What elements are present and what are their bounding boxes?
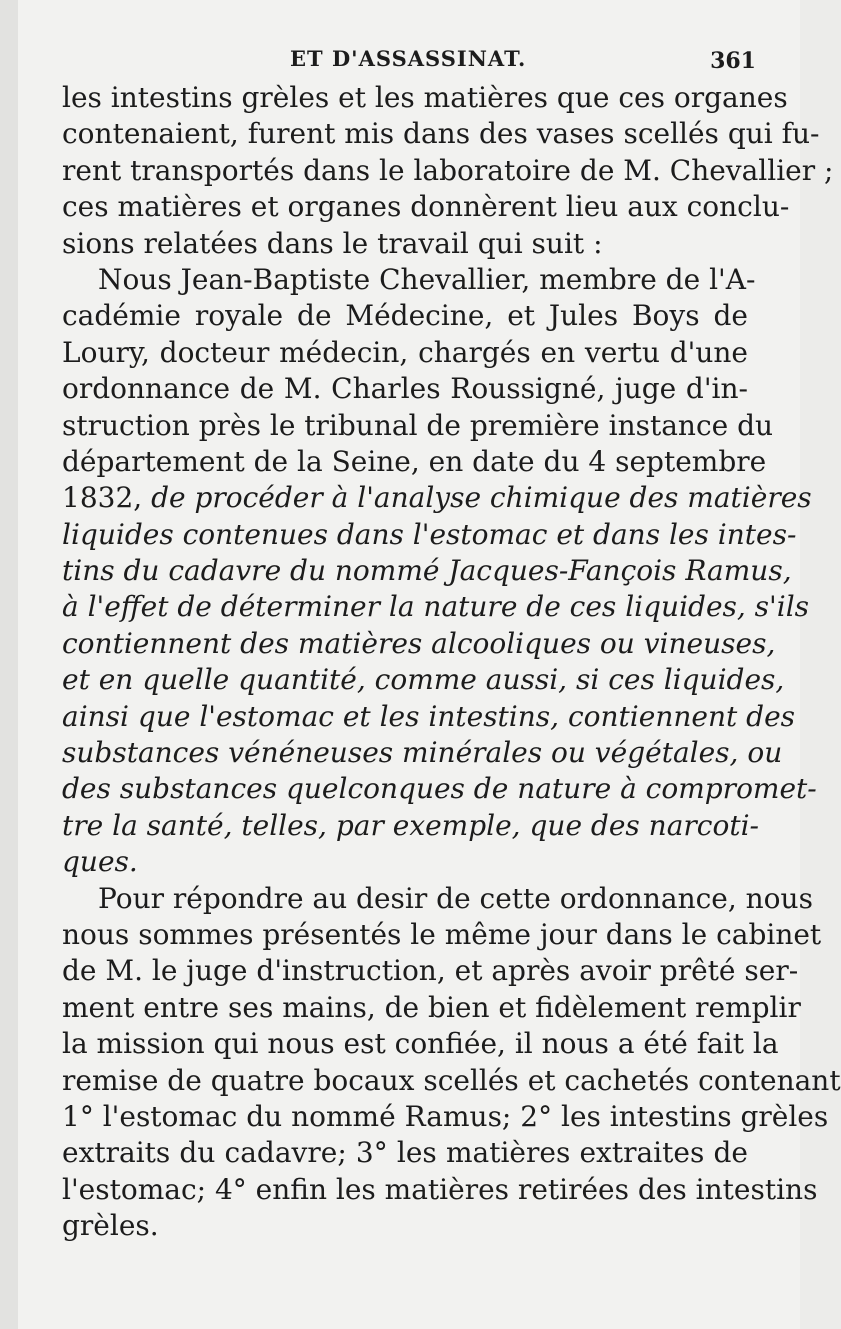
text-line — [62, 189, 790, 225]
text-line — [62, 226, 748, 262]
page-header — [60, 42, 760, 82]
line-text: remise de quatre bocaux scellés et cachetés contenant — [62, 1063, 841, 1097]
text-line — [62, 371, 748, 407]
line-text-italic: à l'effet de déterminer la nature de ces liquides, s'ils — [62, 590, 810, 624]
line-text-italic: tre la santé, telles, par exemple, que des narcoti- — [62, 808, 759, 842]
text-line — [62, 1099, 829, 1135]
line-text: 1832, — [62, 481, 152, 515]
text-line — [62, 1026, 779, 1062]
line-text: ordonnance de M. Charles Roussigné, juge d'in- — [62, 372, 748, 406]
page-body — [62, 80, 841, 1245]
line-text: Loury, docteur médecin, chargés en vertu d'une — [62, 335, 748, 369]
line-text: cadémie royale de Médecine, et Jules Boys de — [62, 299, 748, 333]
text-line — [62, 589, 810, 625]
line-text-italic: de procéder à l'analyse chimique des matières — [151, 481, 812, 515]
text-line — [62, 1063, 841, 1099]
line-text: Pour répondre au desir de cette ordonnance, nous — [98, 881, 813, 915]
running-title: ET D'ASSASSINAT. — [290, 46, 527, 71]
line-text: la mission qui nous est confiée, il nous a été fait la — [62, 1027, 779, 1061]
text-line — [62, 881, 813, 917]
line-text-italic: substances vénéneuses minérales ou végétales, ou — [62, 736, 783, 770]
text-line — [62, 298, 748, 334]
line-text: sions relatées dans le travail qui suit : — [62, 226, 603, 260]
page-number: 361 — [710, 48, 756, 74]
line-text-italic: liquides contenues dans l'estomac et dans les intes- — [62, 517, 797, 551]
line-text: struction près le tribunal de première instance du — [62, 408, 774, 442]
text-line — [62, 408, 774, 444]
line-text: extraits du cadavre; 3° les matières extraites de — [62, 1136, 748, 1170]
text-line — [62, 808, 759, 844]
line-text: 1° l'estomac du nommé Ramus; 2° les intestins grèles — [62, 1099, 829, 1133]
text-line — [62, 262, 756, 298]
paragraph — [62, 262, 817, 881]
line-text: Nous Jean-Baptiste Chevallier, membre de l'A- — [98, 262, 756, 296]
text-line — [62, 953, 799, 989]
text-line — [62, 626, 776, 662]
text-line — [62, 662, 785, 698]
line-text: département de la Seine, en date du 4 septembre — [62, 444, 767, 478]
line-text: contenaient, furent mis dans des vases scellés qui fu- — [62, 117, 820, 151]
page-spine-shadow — [0, 0, 18, 1329]
line-text: ment entre ses mains, de bien et fidèlement remplir — [62, 990, 801, 1024]
line-text: de M. le juge d'instruction, et après avoir prêté ser- — [62, 954, 799, 988]
text-line — [62, 553, 792, 589]
line-text-italic: ainsi que l'estomac et les intestins, contiennent des — [62, 699, 796, 733]
text-line — [62, 1135, 748, 1171]
text-line — [62, 990, 801, 1026]
text-line — [62, 771, 817, 807]
paragraph — [62, 881, 841, 1245]
line-text: les intestins grèles et les matières que ces organes — [62, 81, 788, 114]
text-line — [62, 153, 834, 189]
line-text-italic: et en quelle quantité, comme aussi, si ces liquides, — [62, 663, 785, 697]
text-line — [62, 517, 797, 553]
text-line — [62, 1208, 748, 1244]
text-line — [62, 844, 748, 880]
paragraph — [62, 80, 834, 262]
text-line — [62, 917, 822, 953]
line-text: ces matières et organes donnèrent lieu aux conclu- — [62, 190, 790, 224]
text-line — [62, 480, 812, 516]
line-text: grèles. — [62, 1209, 159, 1243]
line-text: nous sommes présentés le même jour dans le cabinet — [62, 917, 822, 951]
text-line — [62, 1172, 818, 1208]
line-text: l'estomac; 4° enfin les matières retirées des intestins — [62, 1172, 818, 1206]
line-text-italic: des substances quelconques de nature à compromet- — [62, 772, 817, 806]
line-text: rent transportés dans le laboratoire de M. Chevallier ; — [62, 153, 834, 187]
line-text-italic: tins du cadavre du nommé Jacques-Fançois Ramus, — [62, 554, 792, 588]
line-text-italic: contiennent des matières alcooliques ou vineuses, — [62, 626, 776, 660]
text-line — [62, 335, 748, 371]
text-line — [62, 116, 820, 152]
line-text-italic: ques. — [62, 845, 138, 879]
text-line — [62, 80, 788, 116]
text-line — [62, 444, 767, 480]
text-line — [62, 699, 796, 735]
text-line — [62, 735, 783, 771]
